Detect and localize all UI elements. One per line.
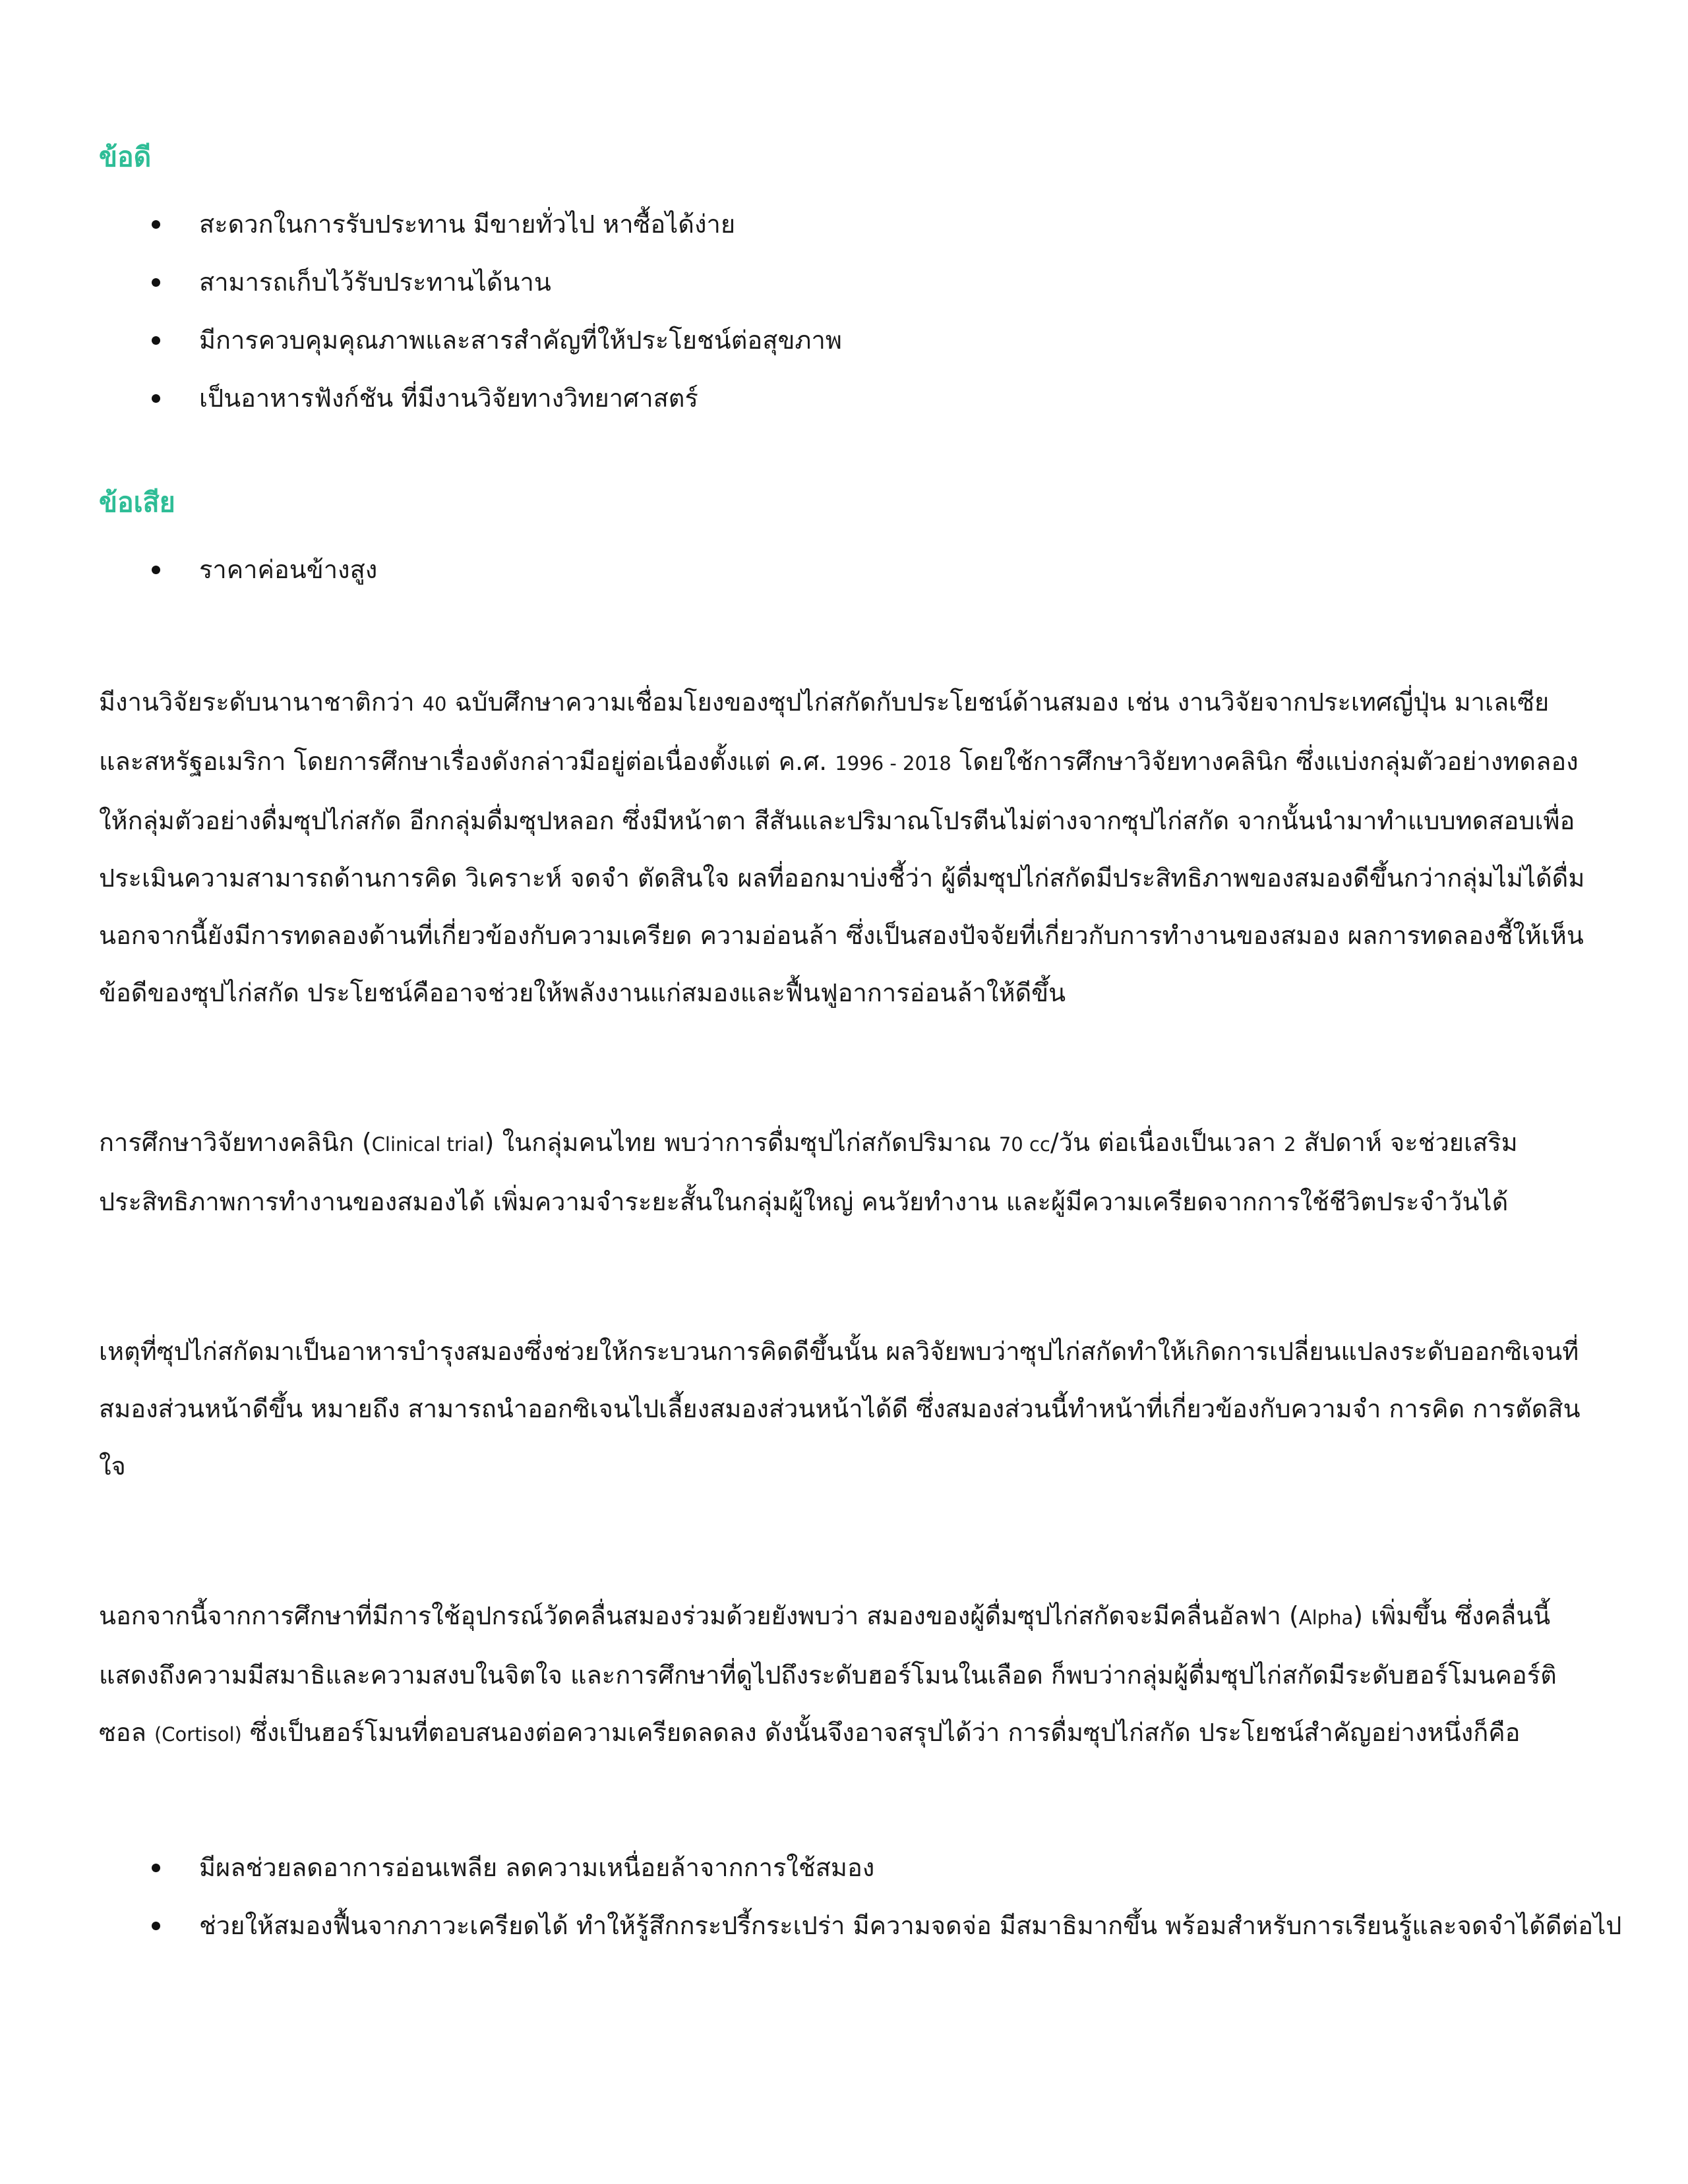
bullet-icon bbox=[152, 1864, 160, 1872]
paragraph-oxygen: เหตุที่ซุปไก่สกัดมาเป็นอาหารบำรุงสมองซึ่งช่วยให้กระบวนการคิดดีขึ้นนั้น ผลวิจัยพบว่าซุปไก่สกัดทำให้เกิดการเปลี่ยนแปลงระดับออกซิเจนที่สมองส่วนหน้าดีขึ้น หมายถึง สามารถนำออกซิเจนไปเลี้ยงสมองส่วนหน้าได้ดี ซึ่งสมองส่วนนี้ทำหน้าที่เกี่ยวข้องกับความจำ การคิด การตัดสินใจ bbox=[99, 1337, 1581, 1481]
paragraph-text: มีงานวิจัยระดับนานาชาติกว่า bbox=[99, 688, 423, 717]
bullet-icon bbox=[152, 394, 160, 403]
paragraph-text: โดยใช้การศึกษาวิจัยทางคลินิก ซึ่งแบ่งกลุ่มตัวอย่างทดลองให้กลุ่มตัวอย่างดื่มซุปไก่สกัด อีกกลุ่มดื่มซุปหลอก ซึ่งมีหน้าตา สีสันและปริมาณโปรตีนไม่ต่างจากซุปไก่สกัด จากนั้นนำมาทำแบบทดสอบเพื่อประเมินความสามารถด้านการคิด วิเคราะห์ จดจำ ตัดสินใจ ผลที่ออกมาบ่งชี้ว่า ผู้ดื่มซุปไก่สกัดมีประสิทธิภาพของสมองดีขึ้นกว่ากลุ่มไม่ได้ดื่ม นอกจากนี้ยังมีการทดลองด้านที่เกี่ยวข้องกับความเครียด ความอ่อนล้า ซึ่งเป็นสองปัจจัยที่เกี่ยวกับการทำงานของสมอง ผลการทดลองชี้ให้เห็นข้อดีของซุปไก่สกัด ประโยชน์คืออาจช่วยให้พลังงานแก่สมองและฟื้นฟูอาการอ่อนล้าให้ดีขึ้น bbox=[99, 747, 1585, 1007]
paragraph-brainwave bbox=[99, 1587, 1596, 1763]
paragraph-text: ) เพิ่มขึ้น ซึ่งคลื่นนี้แสดงถึงความมีสมาธิและความสงบในจิตใจ และการศึกษาที่ดูไปถึงระดับฮอร์โมนในเลือด ก็พบว่ากลุ่มผู้ดื่มซุปไก่สกัดมีระดับฮอร์โมนคอร์ติซอล bbox=[99, 1601, 1557, 1747]
benefits-list bbox=[99, 1849, 1622, 1944]
list-item-text: สามารถเก็บไว้รับประทานได้นาน bbox=[199, 268, 551, 297]
paragraph-text: การศึกษาวิจัยทางคลินิก ( bbox=[99, 1128, 372, 1157]
list-item-text: มีผลช่วยลดอาการอ่อนเพลีย ลดความเหนื่อยล้าจากการใช้สมอง bbox=[199, 1853, 875, 1882]
paragraph-term: (Cortisol) bbox=[154, 1723, 242, 1746]
list-item-text: เป็นอาหารฟังก์ชัน ที่มีงานวิจัยทางวิทยาศาสตร์ bbox=[199, 384, 698, 413]
paragraph-term: Alpha bbox=[1298, 1607, 1354, 1629]
list-item-text: ช่วยให้สมองฟื้นจากภาวะเครียดได้ ทำให้รู้สึกกระปรี้กระเปร่า มีความจดจ่อ มีสมาธิมากขึ้น พร้อมสำหรับการเรียนรู้และจดจำได้ดีต่อไป bbox=[199, 1911, 1622, 1940]
paragraph-term: Clinical trial bbox=[371, 1133, 485, 1156]
paragraph-number: 1996 - 2018 bbox=[835, 752, 951, 775]
bullet-icon bbox=[152, 336, 160, 345]
list-item bbox=[99, 380, 1596, 417]
paragraph-text: ฉบับศึกษาความเชื่อมโยงของซุปไก่สกัดกับประโยชน์ด้านสมอง เช่น งานวิจัยจากประเทศญี่ปุ่น มาเลเซีย และสหรัฐอเมริกา โดยการศึกษาเรื่องดังกล่าวมีอยู่ต่อเนื่องตั้งแต่ ค.ศ. bbox=[99, 688, 1550, 776]
paragraph-text: ) ในกลุ่มคนไทย พบว่าการดื่มซุปไก่สกัดปริมาณ bbox=[484, 1128, 999, 1157]
paragraph-text: /วัน ต่อเนื่องเป็นเวลา bbox=[1050, 1128, 1284, 1157]
list-item bbox=[99, 322, 1596, 359]
list-item bbox=[99, 264, 1596, 301]
paragraph-text: ซึ่งเป็นฮอร์โมนที่ตอบสนองต่อความเครียดลดลง ดังนั้นจึงอาจสรุปได้ว่า การดื่มซุปไก่สกัด ประโยชน์สำคัญอย่างหนึ่งก็คือ bbox=[241, 1718, 1521, 1747]
list-item-text: สะดวกในการรับประทาน มีขายทั่วไป หาซื้อได้ง่าย bbox=[199, 210, 736, 239]
list-item bbox=[99, 206, 1596, 243]
paragraph-research-overview bbox=[99, 674, 1596, 1022]
list-item-text: มีการควบคุมคุณภาพและสารสำคัญที่ให้ประโยชน์ต่อสุขภาพ bbox=[199, 326, 842, 355]
pros-list bbox=[99, 206, 1596, 417]
list-item bbox=[99, 551, 1596, 588]
bullet-icon bbox=[152, 566, 160, 574]
paragraph-text: สัปดาห์ จะช่วยเสริมประสิทธิภาพการทำงานของสมองได้ เพิ่มความจำระยะสั้นในกลุ่มผู้ใหญ่ คนวัยทำงาน และผู้มีความเครียดจากการใช้ชีวิตประจำวันได้ bbox=[99, 1128, 1518, 1216]
list-item-text: ราคาค่อนข้างสูง bbox=[199, 555, 378, 584]
bullet-icon bbox=[152, 278, 160, 287]
pros-heading: ข้อดี bbox=[99, 141, 152, 173]
paragraph-number: 40 bbox=[422, 693, 447, 715]
paragraph-clinical-trial bbox=[99, 1114, 1596, 1231]
bullet-icon bbox=[152, 1922, 160, 1930]
paragraph-text: นอกจากนี้จากการศึกษาที่มีการใช้อุปกรณ์วัดคลื่นสมองร่วมด้วยยังพบว่า สมองของผู้ดื่มซุปไก่สกัดจะมีคลื่นอัลฟา ( bbox=[99, 1601, 1299, 1630]
paragraph-number: 70 cc bbox=[998, 1133, 1050, 1156]
cons-list bbox=[99, 551, 1596, 588]
list-item bbox=[99, 1907, 1622, 1944]
article-body bbox=[99, 138, 1622, 1965]
bullet-icon bbox=[152, 220, 160, 229]
paragraph-number: 2 bbox=[1284, 1133, 1296, 1156]
list-item bbox=[99, 1849, 1596, 1886]
cons-heading: ข้อเสีย bbox=[99, 487, 175, 518]
